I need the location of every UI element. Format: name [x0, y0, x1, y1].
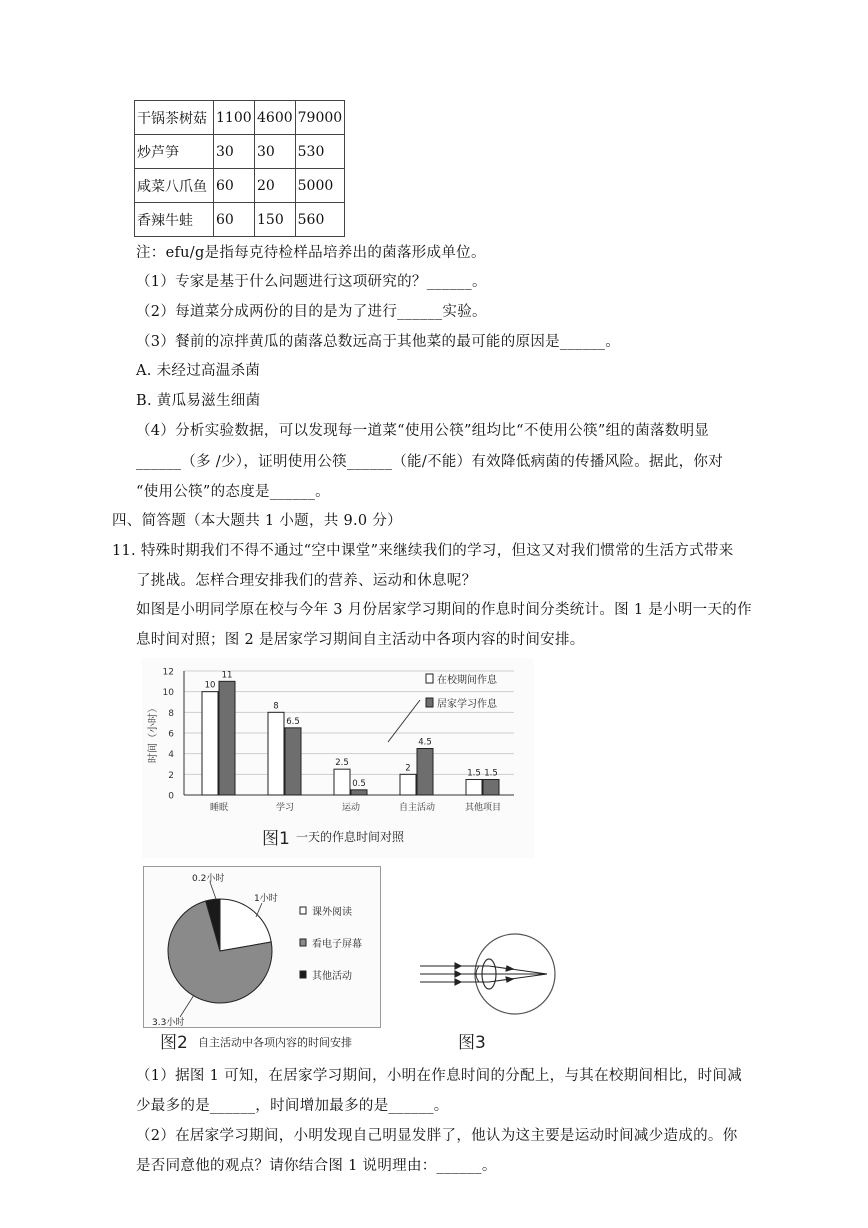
x-tick-label: 睡眠: [209, 803, 229, 813]
y-tick-label: 0: [168, 791, 174, 802]
y-tick-label: 10: [162, 688, 174, 699]
answer-1-line1: （1）据图 1 可知，在居家学习期间，小明在作息时间的分配上，与其在校期间相比，时间减: [136, 1068, 743, 1084]
question-1: （1）专家是基于什么问题进行这项研究的？______。: [136, 274, 487, 290]
data-label: 11: [221, 670, 233, 681]
table-note: 注：efu/g是指每克待检样品培养出的菌落形成单位。: [136, 245, 486, 261]
y-tick-label: 2: [168, 770, 174, 781]
bar: [268, 712, 284, 795]
label-leader: [210, 882, 216, 899]
legend-swatch: [426, 698, 433, 707]
section-heading: 四、简答题（本大题共 1 小题，共 9.0 分）: [112, 513, 402, 529]
data-label: 4.5: [418, 737, 432, 748]
answer-1-line2: 少最多的是______，时间增加最多的是______。: [136, 1098, 449, 1114]
x-tick-label: 自主活动: [398, 803, 436, 813]
table-cell: 60: [214, 203, 255, 237]
question-2: （2）每道菜分成两份的目的是为了进行______实验。: [136, 304, 487, 320]
data-label: 2: [405, 763, 411, 774]
table-cell: 530: [295, 135, 345, 169]
question-3: （3）餐前的凉拌黄瓜的菌落总数远高于其他菜的最可能的原因是______。: [136, 334, 621, 350]
legend-label: 在校期间作息: [437, 675, 497, 686]
x-tick-label: 学习: [275, 803, 295, 813]
problem-11-line2: 了挑战。怎样合理安排我们的营养、运动和休息呢？: [136, 573, 477, 589]
question-4-line1: （4）分析实验数据，可以发现每一道菜“使用公筷”组均比“不使用公筷”组的菌落数明显: [136, 423, 710, 439]
table-cell: 150: [255, 203, 296, 237]
legend-swatch: [300, 939, 306, 946]
data-label: 1.5: [484, 768, 498, 779]
bar: [202, 692, 218, 795]
table-cell: 30: [214, 135, 255, 169]
question-4-line3: “使用公筷”的态度是______。: [136, 484, 330, 500]
data-label: 2.5: [335, 758, 349, 769]
data-label: 0.5: [352, 778, 366, 789]
bar: [417, 749, 433, 796]
table-cell: 干锅茶树菇: [135, 101, 214, 135]
table-row: [135, 169, 345, 203]
x-tick-label: 其他项目: [464, 803, 502, 813]
y-axis-label: 时间（小时）: [148, 703, 159, 763]
bar: [351, 790, 367, 795]
pie-chart-svg: [144, 867, 380, 1027]
bar: [466, 780, 482, 796]
light-rays: [420, 963, 547, 985]
figure-2-chart: [143, 866, 381, 1028]
figure-2-caption-number: 图2: [160, 1033, 188, 1053]
table-cell: 60: [214, 169, 255, 203]
legend-label: 居家学习作息: [437, 699, 497, 710]
legend-pointer: [388, 700, 420, 742]
question-4-line2: ______（多 /少），证明使用公筷______（能/不能）有效降低病菌的传播风险。据此，你对: [136, 454, 724, 470]
option-a: A. 未经过高温杀菌: [136, 363, 261, 379]
table-cell: 炒芦笋: [135, 135, 214, 169]
data-label: 8: [273, 701, 279, 712]
data-label: 0.2小时: [192, 874, 225, 884]
table-cell: 30: [255, 135, 296, 169]
legend-label: 课外阅读: [312, 907, 352, 918]
data-label: 10: [204, 680, 216, 691]
answer-2-line2: 是否同意他的观点？请你结合图 1 说明理由：______。: [136, 1158, 497, 1174]
bar: [483, 780, 499, 796]
figure-1-caption-number: 图1: [262, 829, 290, 849]
legend-swatch: [300, 971, 306, 978]
figure-3-eye-diagram: [415, 930, 565, 1030]
bar: [400, 774, 416, 795]
table-cell: 79000: [295, 101, 345, 135]
problem-11-line3: 如图是小明同学原在校与今年 3 月份居家学习期间的作息时间分类统计。图 1 是小明一天的作: [136, 602, 752, 618]
bacteria-table: [134, 100, 345, 237]
table-cell: 20: [255, 169, 296, 203]
figure-3-caption: 图3: [458, 1033, 486, 1053]
legend-swatch: [300, 907, 306, 914]
legend-swatch: [426, 674, 433, 683]
y-tick-label: 12: [162, 667, 174, 678]
figure-1-caption-text: 一天的作息时间对照: [296, 830, 405, 844]
table-row: [135, 101, 345, 135]
table-cell: 560: [295, 203, 345, 237]
table-cell: 5000: [295, 169, 345, 203]
y-tick-label: 8: [168, 708, 174, 719]
table-row: [135, 135, 345, 169]
data-label: 1.5: [467, 768, 481, 779]
legend-label: 其他活动: [312, 971, 352, 982]
table-row: [135, 203, 345, 237]
label-leader: [180, 995, 194, 1017]
table-cell: 咸菜八爪鱼: [135, 169, 214, 203]
table-cell: 1100: [214, 101, 255, 135]
answer-2-line1: （2）在居家学习期间，小明发现自己明显发胖了，他认为这主要是运动时间减少造成的。你: [136, 1128, 738, 1144]
table-cell: 4600: [255, 101, 296, 135]
bar: [334, 769, 350, 795]
option-b: B. 黄瓜易滋生细菌: [136, 393, 261, 409]
data-label: 6.5: [286, 716, 300, 727]
data-label: 3.3小时: [152, 1018, 185, 1027]
x-tick-label: 运动: [341, 803, 361, 813]
problem-11-line1: 11. 特殊时期我们不得不通过“空中课堂”来继续我们的学习，但这又对我们惯常的生活方式带来: [112, 543, 734, 559]
table-cell: 香辣牛蛙: [135, 203, 214, 237]
y-tick-label: 6: [168, 729, 174, 740]
label-leader: [256, 903, 262, 917]
data-label: 1小时: [254, 894, 278, 904]
bar: [219, 681, 235, 795]
problem-11-line4: 息时间对照；图 2 是居家学习期间自主活动中各项内容的时间安排。: [136, 632, 585, 648]
figure-2-caption-text: 自主活动中各项内容的时间安排: [198, 1036, 352, 1049]
y-tick-label: 4: [168, 750, 174, 761]
bar: [285, 728, 301, 795]
legend-label: 看电子屏幕: [312, 939, 362, 950]
